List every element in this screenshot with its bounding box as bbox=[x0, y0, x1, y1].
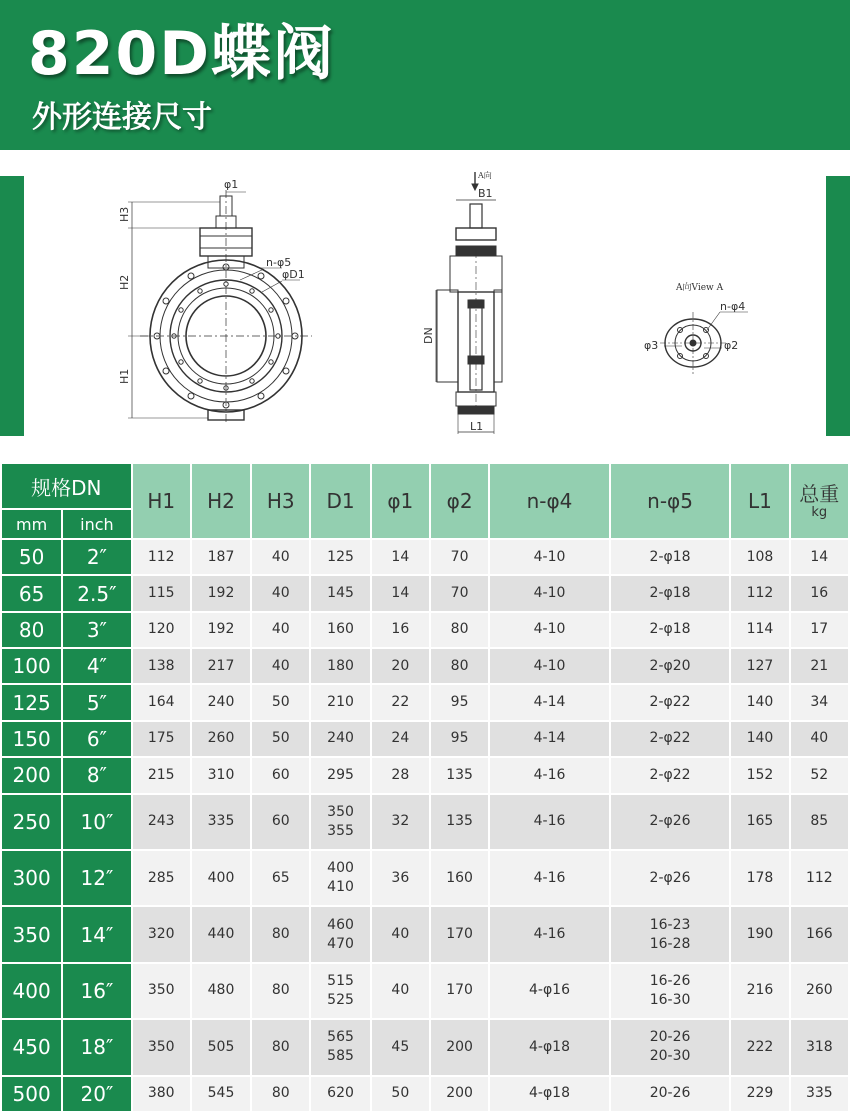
cell-h2: 505 bbox=[192, 1020, 250, 1074]
cell-l1: 229 bbox=[731, 1077, 788, 1111]
cell-phi1: 40 bbox=[372, 964, 429, 1018]
cell-line: 4-10 bbox=[533, 657, 566, 674]
cell-line: 145 bbox=[327, 585, 354, 602]
cell-l1: 190 bbox=[731, 907, 788, 961]
cell-phi1: 20 bbox=[372, 649, 429, 683]
cell-d1 bbox=[311, 613, 369, 647]
cell-line: 2-φ18 bbox=[649, 585, 691, 602]
table-row bbox=[2, 851, 848, 905]
cell-line: 4-16 bbox=[533, 869, 566, 886]
cell-h1: 380 bbox=[133, 1077, 190, 1111]
cell-inch: 8″ bbox=[63, 758, 130, 792]
cell-mm: 450 bbox=[2, 1020, 61, 1074]
cell-inch: 14″ bbox=[63, 907, 130, 961]
cell-l1: 140 bbox=[731, 722, 788, 756]
cell-h3: 50 bbox=[252, 685, 309, 719]
cell-n-phi4 bbox=[490, 758, 609, 792]
cell-line: 20-26 bbox=[649, 1085, 691, 1102]
col-header-n-phi4: n-φ4 bbox=[490, 464, 609, 538]
cell-mm: 400 bbox=[2, 964, 61, 1018]
cell-phi2: 200 bbox=[431, 1077, 488, 1111]
cell-line: 565 bbox=[327, 1029, 354, 1046]
cell-n-phi4 bbox=[490, 1077, 609, 1111]
cell-d1 bbox=[311, 1077, 369, 1111]
cell-phi2: 160 bbox=[431, 851, 488, 905]
cell-d1 bbox=[311, 540, 369, 574]
table-row bbox=[2, 1077, 848, 1111]
cell-n-phi4 bbox=[490, 685, 609, 719]
table-row bbox=[2, 964, 848, 1018]
cell-line: 2-φ22 bbox=[649, 694, 691, 711]
cell-h1: 138 bbox=[133, 649, 190, 683]
table-row bbox=[2, 907, 848, 961]
cell-line: 2-φ18 bbox=[649, 621, 691, 638]
cell-l1: 127 bbox=[731, 649, 788, 683]
label-h3: H3 bbox=[118, 206, 131, 222]
col-header-h3: H3 bbox=[252, 464, 309, 538]
cell-line: 2-φ26 bbox=[649, 869, 691, 886]
cell-d1 bbox=[311, 576, 369, 610]
cell-inch: 2.5″ bbox=[63, 576, 130, 610]
cell-phi2: 80 bbox=[431, 649, 488, 683]
cell-phi2: 70 bbox=[431, 540, 488, 574]
side-view-drawing bbox=[436, 172, 502, 434]
cell-l1: 112 bbox=[731, 576, 788, 610]
cell-phi1: 32 bbox=[372, 795, 429, 849]
cell-inch: 16″ bbox=[63, 964, 130, 1018]
cell-n-phi5 bbox=[611, 907, 730, 961]
label-h2: H2 bbox=[118, 274, 131, 290]
cell-n-phi4 bbox=[490, 540, 609, 574]
cell-line: 4-14 bbox=[533, 694, 566, 711]
spec-dn-header: 规格DN bbox=[2, 464, 131, 508]
cell-line: 16-23 bbox=[649, 916, 691, 933]
cell-line: 515 bbox=[327, 972, 354, 989]
cell-line: 16-28 bbox=[649, 935, 691, 952]
cell-phi2: 200 bbox=[431, 1020, 488, 1074]
col-header-n-phi5: n-φ5 bbox=[611, 464, 730, 538]
cell-n-phi4 bbox=[490, 613, 609, 647]
cell-line: 460 bbox=[327, 916, 354, 933]
cell-mm: 80 bbox=[2, 613, 61, 647]
cell-line: 2-φ26 bbox=[649, 813, 691, 830]
label-phi1: φ1 bbox=[224, 178, 239, 191]
cell-n-phi4 bbox=[490, 1020, 609, 1074]
cell-h1: 243 bbox=[133, 795, 190, 849]
cell-h3: 80 bbox=[252, 1020, 309, 1074]
label-n-phi4: n-φ4 bbox=[720, 300, 746, 313]
cell-line: 125 bbox=[327, 548, 354, 565]
cell-d1 bbox=[311, 1020, 369, 1074]
cell-l1: 165 bbox=[731, 795, 788, 849]
cell-n-phi5 bbox=[611, 964, 730, 1018]
cell-d1 bbox=[311, 964, 369, 1018]
cell-weight: 40 bbox=[791, 722, 848, 756]
cell-mm: 350 bbox=[2, 907, 61, 961]
cell-phi2: 170 bbox=[431, 907, 488, 961]
col-header-weight bbox=[791, 464, 848, 538]
cell-n-phi5 bbox=[611, 722, 730, 756]
cell-phi2: 95 bbox=[431, 722, 488, 756]
cell-line: 410 bbox=[327, 879, 354, 896]
cell-weight: 34 bbox=[791, 685, 848, 719]
cell-h1: 164 bbox=[133, 685, 190, 719]
cell-phi2: 80 bbox=[431, 613, 488, 647]
cell-h2: 335 bbox=[192, 795, 250, 849]
cell-d1 bbox=[311, 795, 369, 849]
cell-h3: 80 bbox=[252, 1077, 309, 1111]
cell-h1: 350 bbox=[133, 964, 190, 1018]
cell-n-phi5 bbox=[611, 540, 730, 574]
cell-line: 16-30 bbox=[649, 991, 691, 1008]
cell-mm: 250 bbox=[2, 795, 61, 849]
cell-h3: 80 bbox=[252, 907, 309, 961]
cell-weight: 52 bbox=[791, 758, 848, 792]
cell-line: 4-16 bbox=[533, 813, 566, 830]
cell-l1: 178 bbox=[731, 851, 788, 905]
cell-inch: 10″ bbox=[63, 795, 130, 849]
cell-line: 210 bbox=[327, 694, 354, 711]
cell-phi1: 45 bbox=[372, 1020, 429, 1074]
cell-weight: 14 bbox=[791, 540, 848, 574]
col-header-d1: D1 bbox=[311, 464, 369, 538]
cell-l1: 114 bbox=[731, 613, 788, 647]
label-view-a: A向View A bbox=[676, 283, 724, 293]
cell-mm: 500 bbox=[2, 1077, 61, 1111]
weight-header-label: 总重 bbox=[799, 482, 840, 506]
cell-line: 4-16 bbox=[533, 926, 566, 943]
cell-h3: 80 bbox=[252, 964, 309, 1018]
cell-l1: 140 bbox=[731, 685, 788, 719]
cell-h2: 217 bbox=[192, 649, 250, 683]
cell-phi1: 36 bbox=[372, 851, 429, 905]
label-h1: H1 bbox=[118, 368, 131, 384]
cell-n-phi5 bbox=[611, 576, 730, 610]
cell-n-phi5 bbox=[611, 758, 730, 792]
cell-phi1: 14 bbox=[372, 540, 429, 574]
cell-line: 2-φ18 bbox=[649, 548, 691, 565]
label-b1: B1 bbox=[478, 187, 493, 200]
cell-d1 bbox=[311, 649, 369, 683]
cell-line: 4-φ16 bbox=[528, 982, 570, 999]
cell-h3: 65 bbox=[252, 851, 309, 905]
table-row bbox=[2, 722, 848, 756]
cell-line: 2-φ22 bbox=[649, 730, 691, 747]
cell-h1: 120 bbox=[133, 613, 190, 647]
cell-phi1: 40 bbox=[372, 907, 429, 961]
cell-line: 20-26 bbox=[649, 1029, 691, 1046]
cell-line: 2-φ20 bbox=[649, 657, 691, 674]
cell-line: 16-26 bbox=[649, 972, 691, 989]
cell-h2: 480 bbox=[192, 964, 250, 1018]
cell-h2: 545 bbox=[192, 1077, 250, 1111]
cell-d1 bbox=[311, 722, 369, 756]
cell-phi1: 50 bbox=[372, 1077, 429, 1111]
cell-line: 2-φ22 bbox=[649, 766, 691, 783]
cell-d1 bbox=[311, 685, 369, 719]
cell-weight: 16 bbox=[791, 576, 848, 610]
cell-line: 350 bbox=[327, 803, 354, 820]
cell-mm: 200 bbox=[2, 758, 61, 792]
table-row bbox=[2, 758, 848, 792]
cell-n-phi4 bbox=[490, 907, 609, 961]
cell-weight: 166 bbox=[791, 907, 848, 961]
cell-n-phi4 bbox=[490, 649, 609, 683]
cell-line: 355 bbox=[327, 822, 354, 839]
cell-mm: 50 bbox=[2, 540, 61, 574]
table-row bbox=[2, 795, 848, 849]
cell-line: 240 bbox=[327, 730, 354, 747]
cell-phi1: 16 bbox=[372, 613, 429, 647]
cell-mm: 150 bbox=[2, 722, 61, 756]
cell-line: 585 bbox=[327, 1048, 354, 1065]
cell-line: 525 bbox=[327, 991, 354, 1008]
cell-phi2: 95 bbox=[431, 685, 488, 719]
cell-phi2: 135 bbox=[431, 795, 488, 849]
cell-phi1: 14 bbox=[372, 576, 429, 610]
cell-line: 20-30 bbox=[649, 1048, 691, 1065]
cell-weight: 260 bbox=[791, 964, 848, 1018]
cell-h2: 310 bbox=[192, 758, 250, 792]
label-a-dir: A向 bbox=[478, 171, 492, 180]
col-header-h1: H1 bbox=[133, 464, 190, 538]
cell-weight: 335 bbox=[791, 1077, 848, 1111]
cell-weight: 318 bbox=[791, 1020, 848, 1074]
cell-n-phi5 bbox=[611, 685, 730, 719]
page-subtitle: 外形连接尺寸 bbox=[32, 100, 212, 135]
cell-l1: 152 bbox=[731, 758, 788, 792]
cell-line: 4-φ18 bbox=[528, 1085, 570, 1102]
cell-inch: 12″ bbox=[63, 851, 130, 905]
cell-phi1: 24 bbox=[372, 722, 429, 756]
cell-h3: 40 bbox=[252, 540, 309, 574]
cell-n-phi4 bbox=[490, 722, 609, 756]
col-header-phi1: φ1 bbox=[372, 464, 429, 538]
label-dn: DN bbox=[422, 327, 435, 344]
cell-l1: 216 bbox=[731, 964, 788, 1018]
cell-line: 620 bbox=[327, 1085, 354, 1102]
cell-h2: 400 bbox=[192, 851, 250, 905]
cell-phi2: 70 bbox=[431, 576, 488, 610]
cell-h2: 192 bbox=[192, 613, 250, 647]
cell-n-phi5 bbox=[611, 1020, 730, 1074]
cell-line: 4-10 bbox=[533, 585, 566, 602]
cell-n-phi5 bbox=[611, 649, 730, 683]
table-row bbox=[2, 1020, 848, 1074]
cell-phi1: 28 bbox=[372, 758, 429, 792]
cell-n-phi5 bbox=[611, 613, 730, 647]
cell-weight: 112 bbox=[791, 851, 848, 905]
cell-n-phi5 bbox=[611, 851, 730, 905]
cell-d1 bbox=[311, 851, 369, 905]
cell-line: 400 bbox=[327, 860, 354, 877]
cell-mm: 100 bbox=[2, 649, 61, 683]
valve-drawings bbox=[0, 150, 850, 462]
cell-weight: 85 bbox=[791, 795, 848, 849]
cell-h3: 40 bbox=[252, 649, 309, 683]
cell-inch: 3″ bbox=[63, 613, 130, 647]
cell-line: 180 bbox=[327, 657, 354, 674]
inch-header: inch bbox=[63, 510, 130, 538]
cell-h2: 187 bbox=[192, 540, 250, 574]
table-row bbox=[2, 540, 848, 574]
cell-weight: 17 bbox=[791, 613, 848, 647]
cell-inch: 4″ bbox=[63, 649, 130, 683]
cell-h3: 50 bbox=[252, 722, 309, 756]
cell-n-phi4 bbox=[490, 964, 609, 1018]
cell-line: 160 bbox=[327, 621, 354, 638]
cell-mm: 65 bbox=[2, 576, 61, 610]
spec-table bbox=[0, 462, 850, 1113]
cell-phi2: 170 bbox=[431, 964, 488, 1018]
label-l1: L1 bbox=[470, 420, 484, 433]
cell-h3: 60 bbox=[252, 758, 309, 792]
spec-table-body bbox=[2, 540, 848, 1111]
cell-inch: 2″ bbox=[63, 540, 130, 574]
cell-mm: 300 bbox=[2, 851, 61, 905]
cell-n-phi4 bbox=[490, 576, 609, 610]
cell-phi1: 22 bbox=[372, 685, 429, 719]
cell-d1 bbox=[311, 758, 369, 792]
cell-line: 4-10 bbox=[533, 621, 566, 638]
front-view-drawing bbox=[128, 190, 312, 425]
cell-h3: 40 bbox=[252, 576, 309, 610]
cell-phi2: 135 bbox=[431, 758, 488, 792]
cell-h1: 215 bbox=[133, 758, 190, 792]
cell-h1: 112 bbox=[133, 540, 190, 574]
cell-n-phi4 bbox=[490, 851, 609, 905]
cell-n-phi5 bbox=[611, 795, 730, 849]
cell-line: 470 bbox=[327, 935, 354, 952]
cell-h1: 115 bbox=[133, 576, 190, 610]
cell-h1: 320 bbox=[133, 907, 190, 961]
cell-h3: 60 bbox=[252, 795, 309, 849]
cell-d1 bbox=[311, 907, 369, 961]
cell-inch: 6″ bbox=[63, 722, 130, 756]
label-phi3: φ3 bbox=[644, 339, 659, 352]
cell-h2: 192 bbox=[192, 576, 250, 610]
mm-header: mm bbox=[2, 510, 61, 538]
cell-inch: 5″ bbox=[63, 685, 130, 719]
cell-h1: 285 bbox=[133, 851, 190, 905]
cell-inch: 18″ bbox=[63, 1020, 130, 1074]
label-n-phi5: n-φ5 bbox=[266, 256, 292, 269]
cell-line: 4-φ18 bbox=[528, 1038, 570, 1055]
cell-h3: 40 bbox=[252, 613, 309, 647]
cell-h1: 175 bbox=[133, 722, 190, 756]
cell-n-phi4 bbox=[490, 795, 609, 849]
cell-h2: 240 bbox=[192, 685, 250, 719]
cell-line: 4-14 bbox=[533, 730, 566, 747]
cell-n-phi5 bbox=[611, 1077, 730, 1111]
table-row bbox=[2, 685, 848, 719]
label-phi2: φ2 bbox=[724, 339, 739, 352]
col-header-l1: L1 bbox=[731, 464, 788, 538]
cell-h2: 440 bbox=[192, 907, 250, 961]
label-phi-d1: φD1 bbox=[282, 268, 305, 281]
cell-h2: 260 bbox=[192, 722, 250, 756]
cell-h1: 350 bbox=[133, 1020, 190, 1074]
cell-line: 295 bbox=[327, 766, 354, 783]
cell-line: 4-10 bbox=[533, 548, 566, 565]
cell-l1: 222 bbox=[731, 1020, 788, 1074]
cell-inch: 20″ bbox=[63, 1077, 130, 1111]
col-header-phi2: φ2 bbox=[431, 464, 488, 538]
table-row bbox=[2, 649, 848, 683]
col-header-h2: H2 bbox=[192, 464, 250, 538]
table-row bbox=[2, 576, 848, 610]
weight-unit-label: kg bbox=[811, 505, 828, 520]
page-title: 820D蝶阀 bbox=[28, 19, 336, 89]
cell-weight: 21 bbox=[791, 649, 848, 683]
page-header bbox=[0, 0, 850, 150]
cell-line: 4-16 bbox=[533, 766, 566, 783]
table-row bbox=[2, 613, 848, 647]
cell-mm: 125 bbox=[2, 685, 61, 719]
cell-l1: 108 bbox=[731, 540, 788, 574]
